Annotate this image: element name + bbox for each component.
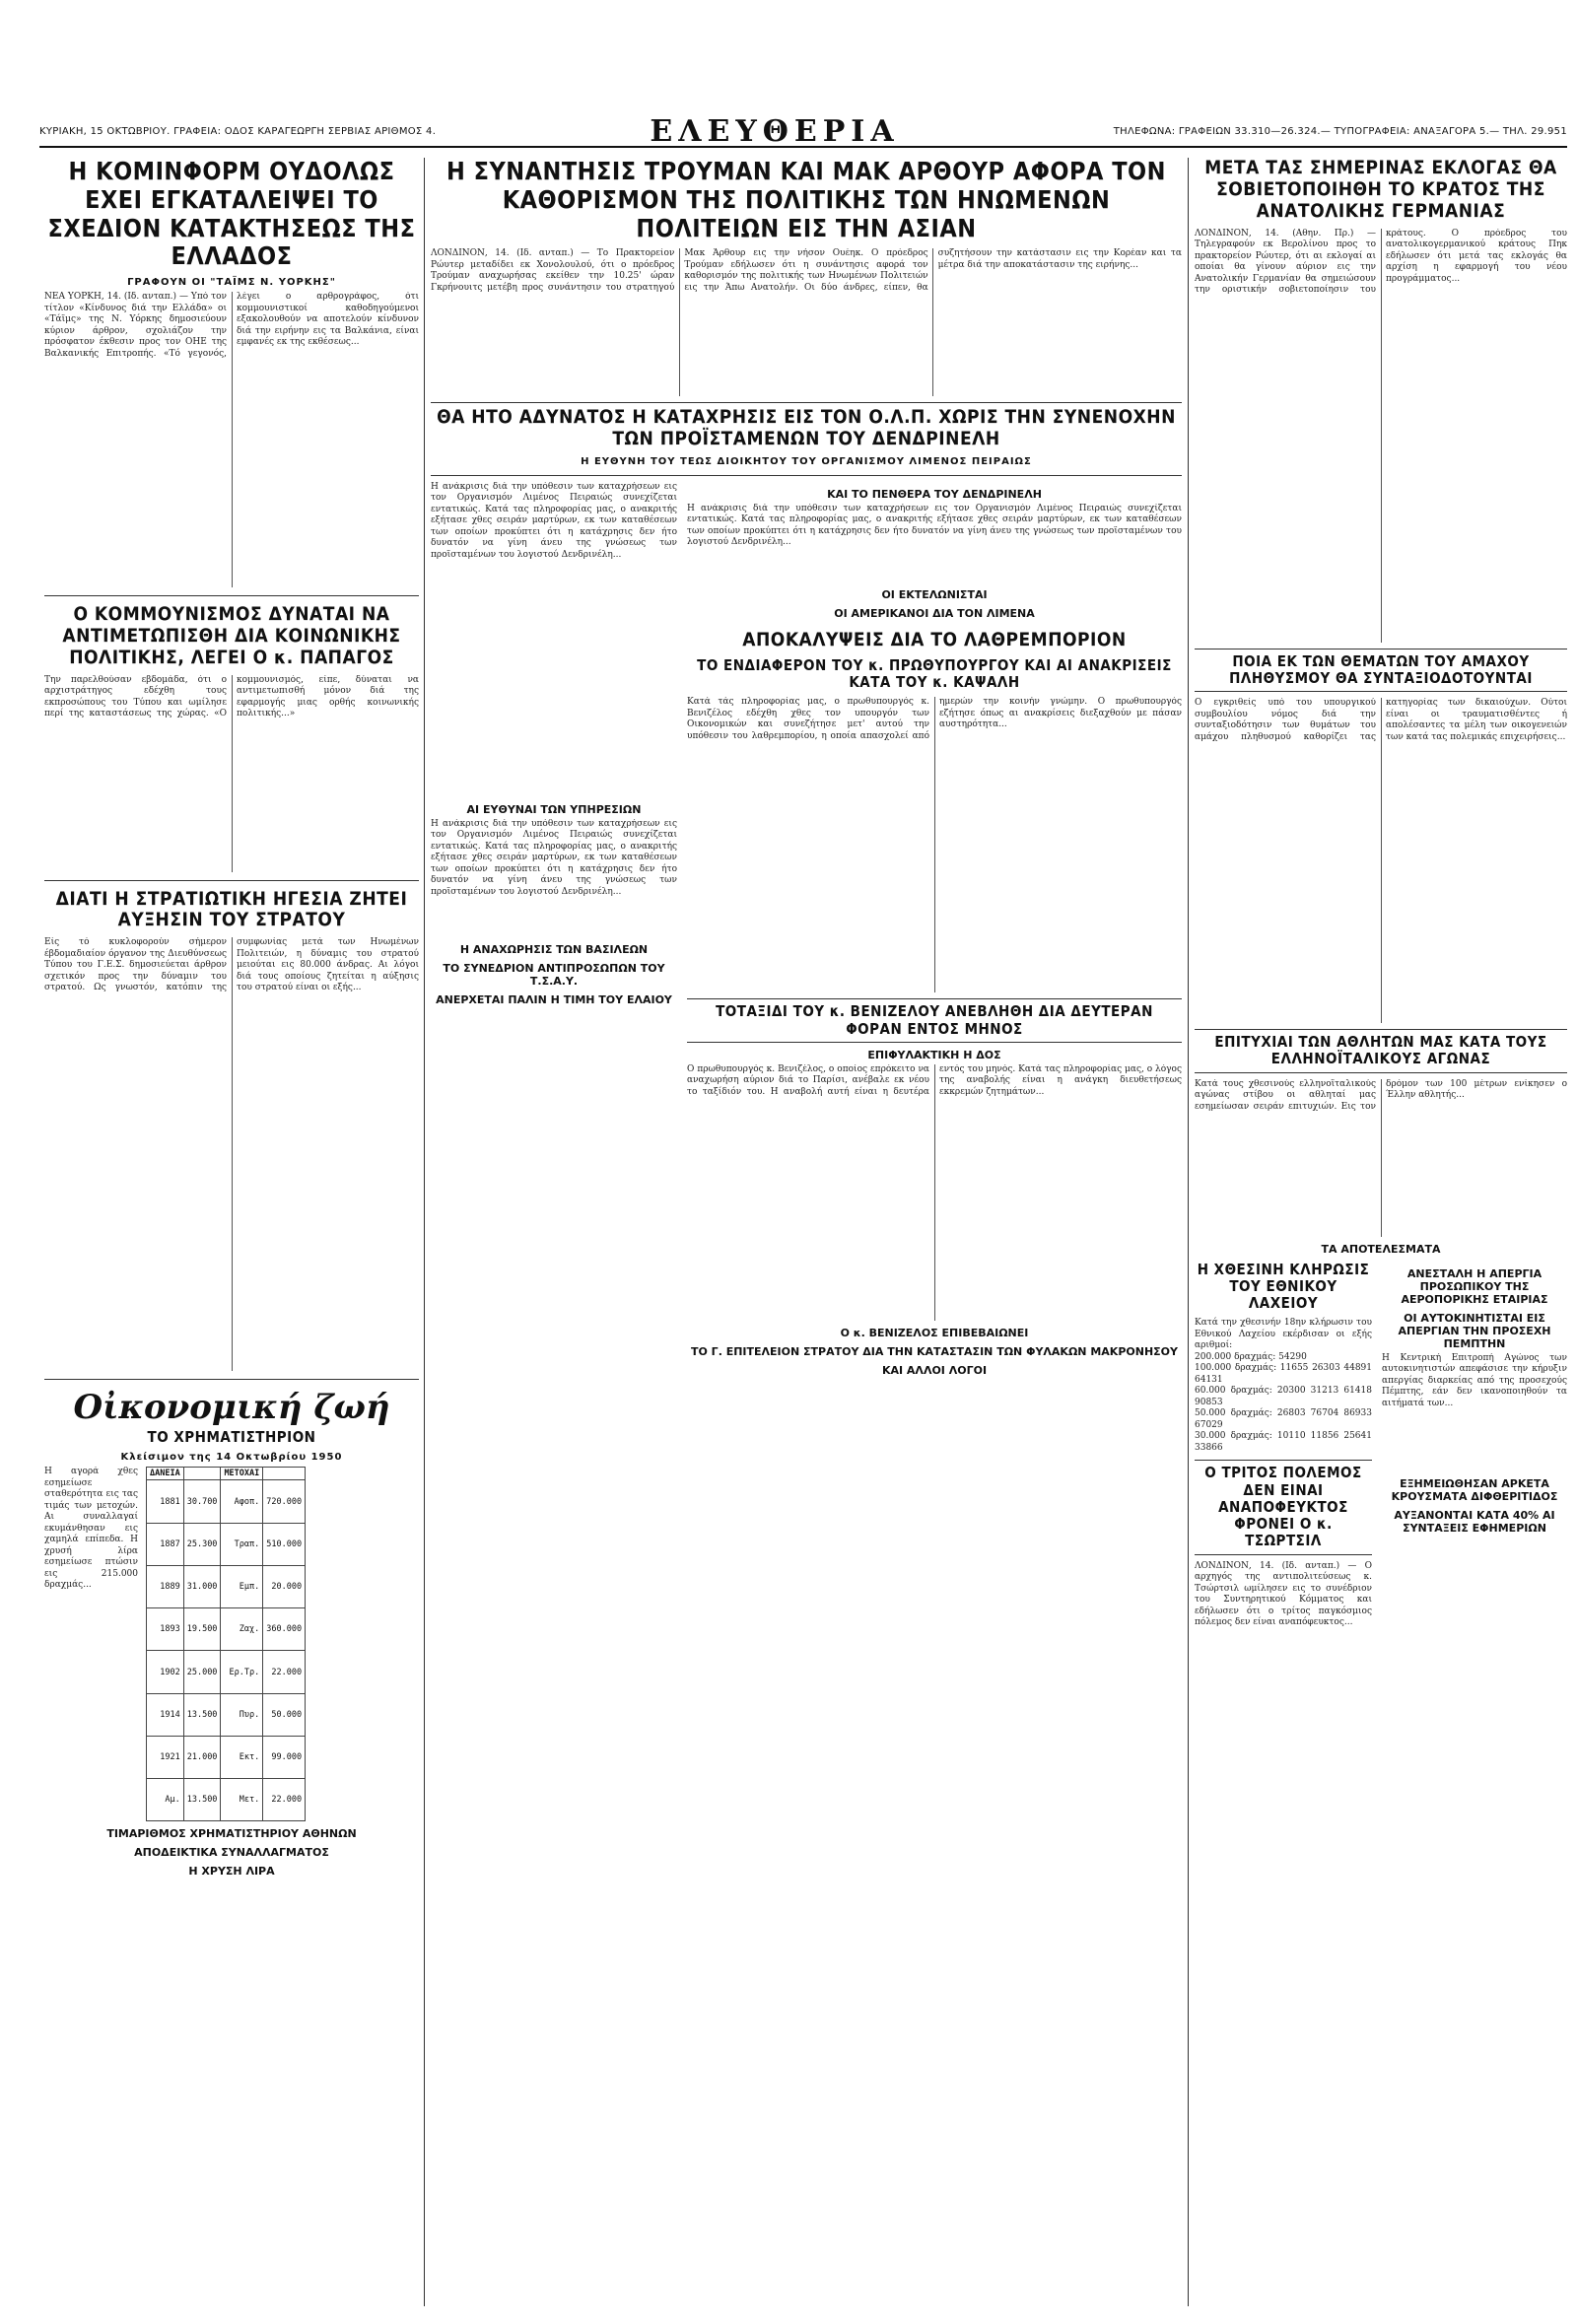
table-row [147,1693,306,1736]
table-cell: 19.500 [183,1608,221,1651]
right-column [1195,158,1567,2306]
article-athletes: Κατά τους χθεσινούς ελληνοϊταλικούς αγώνας στίβου οι αθληταί μας εσημείωσαν σειράν επιτυχιών. Εις τον δρόμον των 100 μέτρων ενίκησεν ο Έλλην αθλητής... [1195,1078,1567,1112]
closing-date: Κλείσιμον της 14 Οκτωβρίου 1950 [120,1452,343,1464]
economy-block [44,1467,419,1821]
article-lottery: Κατά την χθεσινήν 18ην κλήρωσιν του Εθνικού Λαχείου εκέρδισαν οι εξής αριθμοί: [1195,1318,1372,1351]
table-row [147,1608,306,1651]
olp-block [431,482,1182,1380]
divider [44,1379,419,1380]
article-venizelos: Ο πρωθυπουργός κ. Βενιζέλος, ο οποίος επρόκειτο να αναχωρήση αύριον διά το Παρίσι, ανέβαλε εκ νέου το ταξίδιόν του. Η αναβολή αυτή είναι η δευτέρα εντός του μηνός. Κατά τας πληροφορίας μας, ο λόγος της αναβολής είναι η ανάγκη διευθετήσεως εκκρεμών ζητημάτων... [687,1063,1182,1097]
table-cell: 1881 [147,1480,184,1523]
headline-drivers-strike: ΟΙ ΑΥΤΟΚΙΝΗΤΙΣΤΑΙ ΕΙΣ ΑΠΕΡΓΙΑΝ ΤΗΝ ΠΡΟΣΕΧΗ ΠΕΜΠΤΗΝ [1398,1311,1551,1350]
table-header: ΜΕΤΟΧΑΙ [221,1468,263,1480]
lottery-result: 50.000 δραχμάς: 26803 76704 86933 67029 [1195,1408,1372,1430]
divider [44,595,419,596]
table-cell: Τραπ. [221,1523,263,1565]
price-index-title: ΤΙΜΑΡΙΘΜΟΣ ΧΡΗΜΑΤΙΣΤΗΡΙΟΥ ΑΘΗΝΩΝ [106,1827,357,1841]
headline-lottery: Η ΧΘΕΣΙΝΗ ΚΛΗΡΩΣΙΣ ΤΟΥ ΕΘΝΙΚΟΥ ΛΑΧΕΙΟΥ [1197,1260,1370,1313]
lottery-block [1195,1262,1372,1778]
lottery-result: 100.000 δραχμάς: 11655 26303 44891 64131 [1195,1363,1372,1385]
table-cell: Αμ. [147,1779,184,1821]
table-row [147,1779,306,1821]
table-cell: 13.500 [183,1693,221,1736]
article-truman: ΛΟΝΔΙΝΟΝ, 14. (Ιδ. ανταπ.) — Το Πρακτορείον Ρώυτερ μεταδίδει εκ Χονολουλού, ότι ο πρόεδρος Τρούμαν αναχωρήσας εκείθεν την 10.25' ώραν Γκρήνουιτς μετέβη προς συνάντησιν του στρατηγού Μακ Άρθουρ εις την νήσον Ουέηκ. Ο πρόεδρος Τρούμαν εδήλωσεν ότι η συνάντησις αφορά τον καθορισμόν της πολιτικής των Ηνωμένων Πολιτειών εις την Άπω Ανατολήν. Οι δύο άνδρες, είπεν, θα συζητήσουν την κατάστασιν εις την Κορέαν και τα μέτρα διά την αποκατάστασιν της ειρήνης... [431,248,1182,293]
byline-times: ΓΡΑΦΟΥΝ ΟΙ "ΤΑΪΜΣ Ν. ΥΟΡΚΗΣ" [127,277,336,288]
headline-pensions: ΑΥΞΑΝΟΝΤΑΙ ΚΑΤΑ 40% ΑΙ ΣΥΝΤΑΞΕΙΣ ΕΦΗΜΕΡΙΩΝ [1394,1508,1555,1535]
exchange-title: ΑΠΟΔΕΙΚΤΙΚΑ ΣΥΝΑΛΛΑΓΜΑΤΟΣ [134,1846,329,1860]
table-cell: Πυρ. [221,1693,263,1736]
subhead-departure: Η ΑΝΑΧΩΡΗΣΙΣ ΤΩΝ ΒΑΣΙΛΕΩΝ [459,942,649,956]
headline-diphtheria: ΕΞΗΜΕΙΩΘΗΣΑΝ ΑΡΚΕΤΑ ΚΡΟΥΣΜΑΤΑ ΔΙΦΘΕΡΙΤΙΔΟΣ [1391,1476,1558,1503]
stock-exchange-title: ΤΟ ΧΡΗΜΑΤΙΣΤΗΡΙΟΝ [147,1428,316,1447]
subhead-olp: Η ΕΥΘΥΝΗ ΤΟΥ ΤΕΩΣ ΔΙΟΙΚΗΤΟΥ ΤΟΥ ΟΡΓΑΝΙΣΜΟΥ ΛΙΜΕΝΟΣ ΠΕΙΡΑΙΩΣ [581,455,1032,467]
bottom-right-block [1195,1262,1567,1778]
table-cell: 360.000 [263,1608,306,1651]
masthead-right: ΤΗΛΕΦΩΝΑ: ΓΡΑΦΕΙΩΝ 33.310—26.324.— ΤΥΠΟΓΡΑΦΕΙΑ: ΑΝΑΞΑΓΟΡΑ 5.— ΤΗΛ. 29.951 [1113,125,1567,137]
headline-venizelos-trip: ΤΟΤΑΞΙΔΙ ΤΟΥ κ. ΒΕΝΙΖΕΛΟΥ ΑΝΕΒΛΗΘΗ ΔΙΑ ΔΕΥΤΕΡΑΝ ΦΟΡΑΝ ΕΝΤΟΣ ΜΗΝΟΣ [687,998,1182,1043]
table-cell: 31.000 [183,1565,221,1607]
center-column [431,158,1182,2306]
subhead-other-reasons: ΚΑΙ ΑΛΛΟΙ ΛΟΓΟΙ [881,1363,988,1377]
gold-pound-title: Η ΧΡΥΣΗ ΛΙΡΑ [188,1865,275,1879]
article-olp-2: Η ανάκρισις διά την υπόθεσιν των καταχρήσεων εις τον Οργανισμόν Λιμένος Πειραιώς συνεχίζεται εντατικώς. Κατά τας πληροφορίας μας, ο ανακριτής εξήτασε χθες σειράν μαρτύρων, εκ των καταθέσεων των οποίων προκύπτει ότι η κατάχρησις δεν ήτο δυνατόν να γίνη άνευ της γνώσεως των προϊσταμένων του λογιστού Δενδρινέλη... [431,818,677,897]
article-cominform: ΝΕΑ ΥΟΡΚΗ, 14. (Ιδ. ανταπ.) — Υπό τον τίτλον «Κίνδυνος διά την Ελλάδα» οι «Τάϊμς» της Ν. Υόρκης δημοσιεύουν κύριον άρθρον, σχολιάζον την πρόσφατον έκθεσιν προς τον ΟΗΕ της Βαλκανικής Επιτροπής. «Τό γεγονός, λέγει ο αρθρογράφος, ότι κομμουνιστικοί καθοδηγούμενοι εξακολουθούν να αποτελούν κίνδυνον διά την ειρήνην εις τα Βαλκάνια, είναι εμφανές εκ της εκθέσεως... [44,292,419,359]
table-cell: 510.000 [263,1523,306,1565]
headline-smuggling: ΑΠΟΚΑΛΥΨΕΙΣ ΔΙΑ ΤΟ ΛΑΘΡΕΜΠΟΡΙΟΝ [742,628,1127,650]
lottery-result: 30.000 δραχμάς: 10110 11856 25641 33866 [1195,1431,1372,1453]
economy-text: Η αγορά χθες εσημείωσε σταθερότητα εις τας τιμάς των μετοχών. Αι συναλλαγαί εκυμάνθησαν εις χαμηλά επίπεδα. Η χρυσή λίρα εσημείωσε πτώσιν εις 215.000 δραχμάς... [44,1467,138,1591]
section-economy-title: Οἰκονομική ζωή [73,1388,390,1428]
article-civilian-pensions: Ο εγκριθείς υπό του υπουργικού συμβουλίου νόμος διά την συνταξιοδότησιν των θυμάτων του αμάχου πληθυσμού καθορίζει τας κατηγορίας των δικαιούχων. Ούτοι είναι οι τραυματισθέντες ή απολέσαντες τα μέλη των οικογενειών των κατά τας πολεμικάς επιχειρήσεις... [1195,698,1567,742]
column-rule [1188,158,1189,2306]
headline-civilian-pensions: ΠΟΙΑ ΕΚ ΤΩΝ ΘΕΜΑΤΩΝ ΤΟΥ ΑΜΑΧΟΥ ΠΛΗΘΥΣΜΟΥ ΘΑ ΣΥΝΤΑΞΙΟΔΟΤΟΥΝΤΑΙ [1195,649,1567,693]
table-header [183,1468,221,1480]
table-cell: 22.000 [263,1651,306,1693]
table-cell: 1893 [147,1608,184,1651]
left-column [44,158,419,2306]
subhead-confirms: Ο κ. ΒΕΝΙΖΕΛΟΣ ΕΠΙΒΕΒΑΙΩΝΕΙ [840,1326,1029,1339]
table-cell: 1889 [147,1565,184,1607]
table-row [147,1565,306,1607]
table-cell: 1887 [147,1523,184,1565]
subhead-customs: ΟΙ ΕΚΤΕΛΩΝΙΣΤΑΙ [881,587,988,601]
headline-pm-interest: ΤΟ ΕΝΔΙΑΦΕΡΟΝ ΤΟΥ κ. ΠΡΩΘΥΠΟΥΡΓΟΥ ΚΑΙ ΑΙ ΑΝΑΚΡΙΣΕΙΣ ΚΑΤΑ ΤΟΥ κ. ΚΑΨΑΛΗ [697,655,1172,692]
table-cell: Εκτ. [221,1736,263,1778]
stock-table [146,1467,306,1821]
table-cell: 25.300 [183,1523,221,1565]
strikes-block [1382,1262,1567,1778]
headline-cominform: Η ΚΟΜΙΝΦΟΡΜ ΟΥΔΟΛΩΣ ΕΧΕΙ ΕΓΚΑΤΑΛΕΙΨΕΙ ΤΟ ΣΧΕΔΙΟΝ ΚΑΤΑΚΤΗΣΕΩΣ ΤΗΣ ΕΛΛΑΔΟΣ [47,158,416,271]
article-penthera: Η ανάκρισις διά την υπόθεσιν των καταχρήσεων εις τον Οργανισμόν Λιμένος Πειραιώς συνεχίζεται εντατικώς. Κατά τας πληροφορίας μας, ο ανακριτής εξήτασε χθες σειράν μαρτύρων, εκ των καταθέσεων των οποίων προκύπτει ότι η κατάχρησις δεν ήτο δυνατόν να γίνη άνευ της γνώσεως των προϊσταμένων του λογιστού Δενδρινέλη... [687,503,1182,548]
table-row [147,1736,306,1778]
headline-east-germany: ΜΕΤΑ ΤΑΣ ΣΗΜΕΡΙΝΑΣ ΕΚΛΟΓΑΣ ΘΑ ΣΟΒΙΕΤΟΠΟΙΗΘΗ ΤΟ ΚΡΑΤΟΣ ΤΗΣ ΑΝΑΤΟΛΙΚΗΣ ΓΕΡΜΑΝΙΑΣ [1204,158,1557,222]
table-cell: Εμπ. [221,1565,263,1607]
headline-army: ΔΙΑΤΙ Η ΣΤΡΑΤΙΩΤΙΚΗ ΗΓΕΣΙΑ ΖΗΤΕΙ ΑΥΞΗΣΙΝ ΤΟΥ ΣΤΡΑΤΟΥ [55,887,408,931]
subhead-penthera: ΚΑΙ ΤΟ ΠΕΝΘΕΡΑ ΤΟΥ ΔΕΝΔΡΙΝΕΛΗ [827,487,1042,501]
article-papagos: Την παρελθούσαν εβδομάδα, ότι ο αρχιστράτηγος εδέχθη τους εκπροσώπους του Τύπου και ωμίλησε περί της καταστάσεως της χώρας. «Ο κομμουνισμός, είπε, δύναται να αντιμετωπισθή μόνον διά της εφαρμογής μιας ορθής κοινωνικής πολιτικής...» [44,674,419,719]
table-cell: 13.500 [183,1779,221,1821]
subhead-americans: ΟΙ ΑΜΕΡΙΚΑΝΟΙ ΔΙΑ ΤΟΝ ΛΙΜΕΝΑ [834,606,1035,620]
table-cell: Μετ. [221,1779,263,1821]
olp-right [687,482,1182,1380]
newspaper-title: ΕΛΕΥΘΕΡΙΑ [650,113,900,149]
table-cell: 30.700 [183,1480,221,1523]
table-cell: 22.000 [263,1779,306,1821]
masthead-left: ΚΥΡΙΑΚΗ, 15 ΟΚΤΩΒΡΙΟΥ. ΓΡΑΦΕΙΑ: ΟΔΟΣ ΚΑΡΑΓΕΩΡΓΗ ΣΕΡΒΙΑΣ ΑΡΙΘΜΟΣ 4. [39,125,437,137]
table-cell: 99.000 [263,1736,306,1778]
headline-airline-strike: ΑΝΕΣΤΑΛΗ Η ΑΠΕΡΓΙΑ ΠΡΟΣΩΠΙΚΟΥ ΤΗΣ ΑΕΡΟΠΟΡΙΚΗΣ ΕΤΑΙΡΙΑΣ [1401,1266,1548,1306]
table-cell: Ερ.Τρ. [221,1651,263,1693]
subhead-reserve: ΕΠΙΦΥΛΑΚΤΙΚΗ Η ΔΟΣ [867,1048,1001,1061]
column-rule [424,158,425,2306]
olp-left [431,482,677,1380]
table-cell: 1914 [147,1693,184,1736]
table-row [147,1651,306,1693]
subhead-makronisos: ΤΟ Γ. ΕΠΙΤΕΛΕΙΟΝ ΣΤΡΑΤΟΥ ΔΙΑ ΤΗΝ ΚΑΤΑΣΤΑΣΙΝ ΤΩΝ ΦΥΛΑΚΩΝ ΜΑΚΡΟΝΗΣΟΥ [691,1344,1178,1358]
lottery-result: 200.000 δραχμάς: 54290 [1195,1351,1307,1362]
table-cell: 720.000 [263,1480,306,1523]
headline-truman: Η ΣΥΝΑΝΤΗΣΙΣ ΤΡΟΥΜΑΝ ΚΑΙ ΜΑΚ ΑΡΘΟΥΡ ΑΦΟΡΑ ΤΟΝ ΚΑΘΟΡΙΣΜΟΝ ΤΗΣ ΠΟΛΙΤΙΚΗΣ ΤΩΝ ΗΝΩΜΕΝΩΝ ΠΟΛΙΤΕΙΩΝ ΕΙΣ ΤΗΝ ΑΣΙΑΝ [446,158,1167,242]
table-cell: Ζαχ. [221,1608,263,1651]
table-row [147,1480,306,1523]
article-strikes: Η Κεντρική Επιτροπή Αγώνος των αυτοκινητιστών απεφάσισε την κήρυξιν απεργίας διαρκείας από της προσεχούς Πέμπτης, εάν δεν ικανοποιηθούν τα αιτήματά των... [1382,1352,1567,1408]
subhead-tsay: ΤΟ ΣΥΝΕΔΡΙΟΝ ΑΝΤΙΠΡΟΣΩΠΩΝ ΤΟΥ Τ.Σ.Α.Υ. [443,961,665,988]
table-cell: 50.000 [263,1693,306,1736]
article-churchill: ΛΟΝΔΙΝΟΝ, 14. (Ιδ. ανταπ.) — Ο αρχηγός της αντιπολιτεύσεως κ. Τσώρτσιλ ωμίλησεν εις το συνέδριον του Συντηρητικού Κόμματος και εδήλωσεν ότι ο τρίτος παγκόσμιος πόλεμος δεν είναι αναπόφευκτος... [1195,1560,1372,1628]
table-header [263,1468,306,1480]
masthead [39,113,1567,149]
subhead-results: ΤΑ ΑΠΟΤΕΛΕΣΜΑΤΑ [1321,1242,1441,1256]
table-cell: 1902 [147,1651,184,1693]
headline-athletes: ΕΠΙΤΥΧΙΑΙ ΤΩΝ ΑΘΛΗΤΩΝ ΜΑΣ ΚΑΤΑ ΤΟΥΣ ΕΛΛΗΝΟΪΤΑΛΙΚΟΥΣ ΑΓΩΝΑΣ [1195,1029,1567,1073]
article-east-germany: ΛΟΝΔΙΝΟΝ, 14. (Αθην. Πρ.) — Τηλεγραφούν εκ Βερολίνου προς το πρακτορείον Ρώυτερ, ότι αι εκλογαί αι οποίαι θα γίνουν αύριον εις την Ανατολικήν Γερμανίαν θα σημειώσουν την οριστικήν σοβιετοποίησιν του κράτους. Ο πρόεδρος του ανατολικογερμανικού κράτους Πηκ εδήλωσεν ότι μετά τας εκλογάς θα αρχίση η εφαρμογή του νέου προγράμματος... [1195,228,1567,296]
table-header: ΔΑΝΕΙΑ [147,1468,184,1480]
table-cell: 21.000 [183,1736,221,1778]
table-row [147,1523,306,1565]
lottery-result: 60.000 δραχμάς: 20300 31213 61418 90853 [1195,1386,1372,1407]
divider [44,880,419,881]
table-cell: Αφοπ. [221,1480,263,1523]
table-cell: 20.000 [263,1565,306,1607]
table-cell: 25.000 [183,1651,221,1693]
article-army: Είς τό κυκλοφορούν σήμερον έβδομαδιαίον όργανον της Διευθύνσεως Τύπου του Γ.Ε.Σ. δημοσιεύεται άρθρον σχετικόν προς την δύναμιν του στρατού. Ως γνωστόν, κατόπιν της συμφωνίας μετά των Ηνωμένων Πολιτειών, η δύναμις του στρατού μειούται εις 80.000 άνδρας. Αι λόγοι διά τους οποίους ζητείται η αύξησις του στρατού είναι οι εξής... [44,937,419,993]
article-olp: Η ανάκρισις διά την υπόθεσιν των καταχρήσεων εις τον Οργανισμόν Λιμένος Πειραιώς συνεχίζεται εντατικώς. Κατά τας πληροφορίας μας, ο ανακριτής εξήτασε χθες σειράν μαρτύρων, εκ των καταθέσεων των οποίων προκύπτει ότι η κατάχρησις δεν ήτο δυνατόν να γίνη άνευ της γνώσεως των προϊσταμένων του λογιστού Δενδρινέλη... [431,481,677,560]
subhead-services: ΑΙ ΕΥΘΥΝΑΙ ΤΩΝ ΥΠΗΡΕΣΙΩΝ [466,802,642,816]
subhead-oil: ΑΝΕΡΧΕΤΑΙ ΠΑΛΙΝ Η ΤΙΜΗ ΤΟΥ ΕΛΑΙΟΥ [436,992,672,1006]
table-cell: 1921 [147,1736,184,1778]
headline-olp: ΘΑ ΗΤΟ ΑΔΥΝΑΤΟΣ Η ΚΑΤΑΧΡΗΣΙΣ ΕΙΣ ΤΟΝ Ο.Λ.Π. ΧΩΡΙΣ ΤΗΝ ΣΥΝΕΝΟΧΗΝ ΤΩΝ ΠΡΟΪΣΤΑΜΕΝΩΝ ΤΟΥ ΔΕΝΔΡΙΝΕΛΗ [437,406,1176,450]
headline-churchill: Ο ΤΡΙΤΟΣ ΠΟΛΕΜΟΣ ΔΕΝ ΕΙΝΑΙ ΑΝΑΠΟΦΕΥΚΤΟΣ ΦΡΟΝΕΙ Ο κ. ΤΣΩΡΤΣΙΛ [1195,1460,1372,1554]
headline-papagos: Ο ΚΟΜΜΟΥΝΙΣΜΟΣ ΔΥΝΑΤΑΙ ΝΑ ΑΝΤΙΜΕΤΩΠΙΣΘΗ ΔΙΑ ΚΟΙΝΩΝΙΚΗΣ ΠΟΛΙΤΙΚΗΣ, ΛΕΓΕΙ Ο κ. ΠΑΠΑΓΟΣ [62,603,401,668]
article-smuggling: Κατά τάς πληροφορίας μας, ο πρωθυπουργός κ. Βενιζέλος εδέχθη χθες τον υπουργόν των Οικονομικών και συνεζήτησε μετ' αυτού την υπόθεσιν του λαθρεμπορίου, η οποία απασχολεί από ημερών την κοινήν γνώμην. Ο πρωθυπουργός εζήτησε όπως αι ανακρίσεις διεξαχθούν με πάσαν αυστηρότητα... [687,697,1182,741]
